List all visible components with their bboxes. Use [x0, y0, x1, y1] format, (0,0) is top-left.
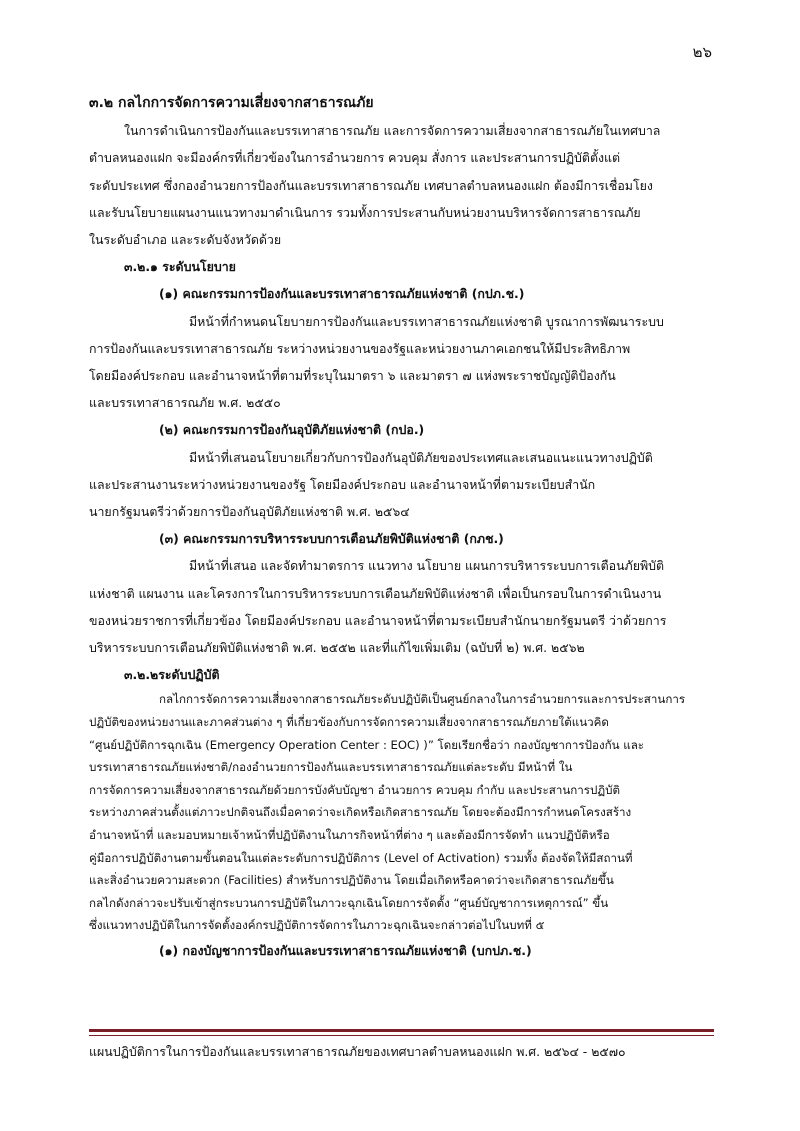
page-content — [89, 90, 714, 964]
paragraph-line: ซึ่งแนวทางปฏิบัติในการจัดตั้งองค์กรปฏิบัติการจัดการในภาวะฉุกเฉินจะกล่าวต่อไปในบทที่ ๕ — [89, 918, 545, 933]
footer-divider-thin — [89, 1035, 714, 1036]
paragraph-line: การจัดการความเสี่ยงจากสาธารณภัยด้วยการบังคับบัญชา อำนวยการ ควบคุม กำกับ และประสานการปฏิบัติ — [89, 782, 621, 797]
paragraph-line: ในระดับอำเภอ และระดับจังหวัดด้วย — [89, 232, 282, 248]
paragraph-line: กลไกการจัดการความเสี่ยงจากสาธารณภัยระดับปฏิบัติเป็นศูนย์กลางในการอำนวยการและการประสานการ — [159, 692, 686, 707]
footer-divider-thick — [89, 1029, 714, 1032]
item-title: (๑) คณะกรรมการป้องกันและบรรเทาสาธารณภัยแห่งชาติ (กปภ.ช.) — [159, 286, 525, 302]
item-title: (๓) คณะกรรมการบริหารระบบการเตือนภัยพิบัติแห่งชาติ (กภช.) — [159, 531, 504, 547]
paragraph-line: และรับนโยบายแผนงานแนวทางมาดำเนินการ รวมทั้งการประสานกับหน่วยงานบริหารจัดการสาธารณภัย — [89, 204, 641, 220]
paragraph-line: มีหน้าที่เสนอนโยบายเกี่ยวกับการป้องกันอุบัติภัยของประเทศและเสนอแนะแนวทางปฏิบัติ — [189, 449, 653, 465]
paragraph-line: ระหว่างภาคส่วนตั้งแต่ภาวะปกติจนถึงเมื่อคาดว่าจะเกิดหรือเกิดสาธารณภัย โดยจะต้องมีการกำหนดโครงสร้าง — [89, 805, 632, 820]
paragraph-line: ในการดำเนินการป้องกันและบรรเทาสาธารณภัย และการจัดการความเสี่ยงจากสาธารณภัยในเทศบาล — [124, 123, 661, 139]
paragraph-line: กลไกดังกล่าวจะปรับเข้าสู่กระบวนการปฏิบัติในภาวะฉุกเฉินโดยการจัดตั้ง “ศูนย์บัญชาการเหตุการณ์” ขึ้น — [89, 895, 609, 910]
paragraph-line: “ศูนย์ปฏิบัติการฉุกเฉิน (Emergency Operation Center : EOC) )” โดยเรียกชื่อว่า กองบัญชาการป้องกัน และ — [89, 737, 645, 752]
paragraph-line: บรรเทาสาธารณภัยแห่งชาติ/กองอำนวยการป้องกันและบรรเทาสาธารณภัยแต่ละระดับ มีหน้าที่ ใน — [89, 760, 573, 775]
paragraph-line: ของหน่วยราชการที่เกี่ยวข้อง โดยมีองค์ประกอบ และอำนาจหน้าที่ตามระเบียบสำนักนายกรัฐมนตรี ว่าด้วยการ — [89, 612, 667, 628]
paragraph-line: มีหน้าที่กำหนดนโยบายการป้องกันและบรรเทาสาธารณภัยแห่งชาติ บูรณาการพัฒนาระบบ — [189, 313, 664, 329]
section-heading: ๓.๒ กลไกการจัดการความเสี่ยงจากสาธารณภัย — [89, 95, 374, 111]
paragraph-line: ปฏิบัติของหน่วยงานและภาคส่วนต่าง ๆ ที่เกี่ยวข้องกับการจัดการความเสี่ยงจากสาธารณภัยภายใต้แนวคิด — [89, 715, 609, 730]
paragraph-line: อำนาจหน้าที่ และมอบหมายเจ้าหน้าที่ปฏิบัติงานในภารกิจหน้าที่ต่าง ๆ และต้องมีการจัดทำ แนวปฏิบัติหรือ — [89, 828, 610, 843]
paragraph-line: และสิ่งอำนวยความสะดวก (Facilities) สำหรับการปฏิบัติงาน โดยเมื่อเกิดหรือคาดว่าจะเกิดสาธารณภัยขึ้น — [89, 873, 614, 888]
paragraph-line: มีหน้าที่เสนอ และจัดทำมาตรการ แนวทาง นโยบาย แผนการบริหารระบบการเตือนภัยพิบัติ — [189, 558, 665, 574]
item-title: (๑) กองบัญชาการป้องกันและบรรเทาสาธารณภัยแห่งชาติ (บกปภ.ช.) — [159, 943, 532, 958]
paragraph-line: และบรรเทาสาธารณภัย พ.ศ. ๒๕๕๐ — [89, 395, 281, 411]
paragraph-line: คู่มือการปฏิบัติงานตามขั้นตอนในแต่ละระดับการปฏิบัติการ (Level of Activation) รวมทั้ง ต้องจัดให้มีสถานที่ — [89, 850, 633, 865]
paragraph-line: นายกรัฐมนตรีว่าด้วยการป้องกันอุบัติภัยแห่งชาติ พ.ศ. ๒๕๖๔ — [89, 504, 410, 520]
paragraph-line: บริหารระบบการเตือนภัยพิบัติแห่งชาติ พ.ศ. ๒๕๕๒ และที่แก้ไขเพิ่มเติม (ฉบับที่ ๒) พ.ศ. ๒๕๖๒ — [89, 640, 585, 656]
footer-text: แผนปฏิบัติการในการป้องกันและบรรเทาสาธารณภัยของเทศบาลตำบลหนองแฝก พ.ศ. ๒๕๖๔ - ๒๕๗๐ — [89, 1044, 626, 1059]
paragraph-line: โดยมีองค์ประกอบ และอำนาจหน้าที่ตามที่ระบุในมาตรา ๖ และมาตรา ๗ แห่งพระราชบัญญัติป้องกัน — [89, 368, 616, 384]
page-number: ๒๖ — [692, 43, 712, 61]
item-title: (๒) คณะกรรมการป้องกันอุบัติภัยแห่งชาติ (กปอ.) — [159, 422, 425, 438]
subsection-heading-policy: ๓.๒.๑ ระดับนโยบาย — [124, 259, 236, 275]
paragraph-line: และประสานงานระหว่างหน่วยงานของรัฐ โดยมีองค์ประกอบ และอำนาจหน้าที่ตามระเบียบสำนัก — [89, 476, 596, 492]
paragraph-line: แห่งชาติ แผนงาน และโครงการในการบริหารระบบการเตือนภัยพิบัติแห่งชาติ เพื่อเป็นกรอบในการดำเนินงาน — [89, 585, 662, 601]
paragraph-line: ระดับประเทศ ซึ่งกองอำนวยการป้องกันและบรรเทาสาธารณภัย เทศบาลตำบลหนองแฝก ต้องมีการเชื่อมโยง — [89, 177, 653, 193]
paragraph-line: การป้องกันและบรรเทาสาธารณภัย ระหว่างหน่วยงานของรัฐและหน่วยงานภาคเอกชนให้มีประสิทธิภาพ — [89, 340, 631, 356]
subsection-heading-operational: ๓.๒.๒ระดับปฏิบัติ — [124, 667, 220, 683]
paragraph-line: ตำบลหนองแฝก จะมีองค์กรที่เกี่ยวข้องในการอำนวยการ ควบคุม สั่งการ และประสานการปฏิบัติตั้งแต่ — [89, 150, 621, 166]
